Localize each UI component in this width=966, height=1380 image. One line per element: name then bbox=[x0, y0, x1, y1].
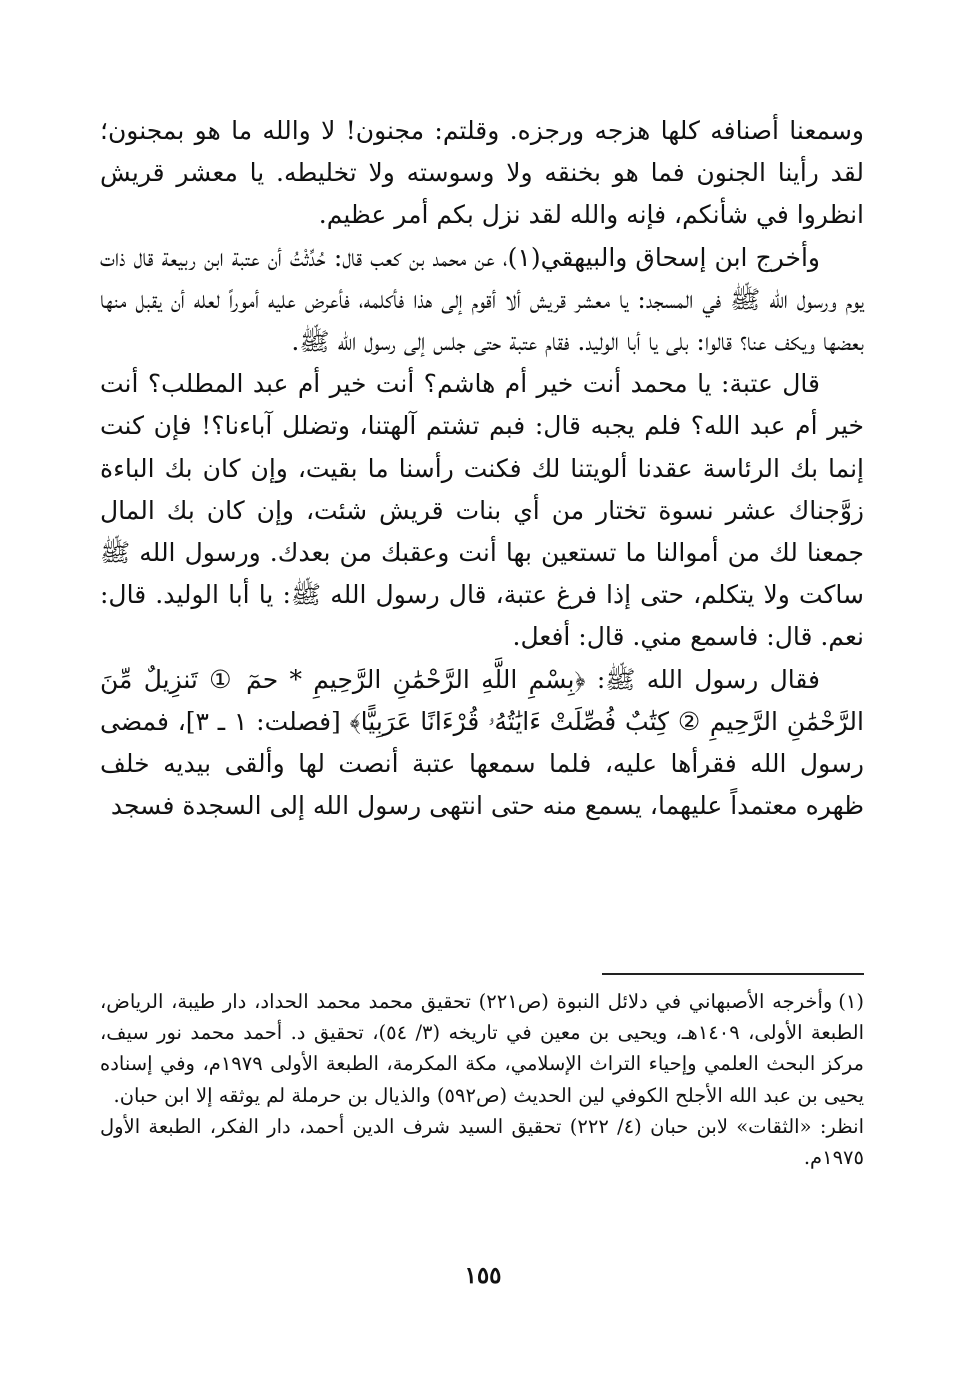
main-text bbox=[100, 110, 864, 827]
footnote-label: (١) bbox=[838, 990, 864, 1013]
footnote-see-also: انظر: «الثقات» لابن حبان (٤/ ٢٢٢) تحقيق السيد شرف الدين أحمد، دار الفكر، الطبعة الأول ١٩٧٥م. bbox=[100, 1114, 864, 1170]
footnotes bbox=[100, 986, 864, 1173]
paragraph-3: قال عتبة: يا محمد أنت خير أم هاشم؟ أنت خير أم عبد المطلب؟ أنت خير أم عبد الله؟ فلم يجبه قال: فبم تشتم آلهتنا، وتضلل آباءنا؟! فإن كنت إنما بك الرئاسة عقدنا ألويتنا لك فكنت رأسنا ما بقيت، وإن كان بك الباءة زوَّجناك عشر نسوة تختار من أي بنات قريش شئت، وإن كان بك المال جمعنا لك من أموالنا ما تستعين بها أنت وعقبك من بعدك. ورسول الله ﷺ ساكت ولا يتكلم، حتى إذا فرغ عتبة، قال رسول الله ﷺ: يا أبا الوليد. قال: نعم. قال: فاسمع مني. قال: أفعل. bbox=[100, 369, 864, 652]
paragraph-1: وسمعنا أصنافه كلها هزجه ورجزه. وقلتم: مجنون! لا والله ما هو بمجنون؛ لقد رأينا الجنون فما هو بخنقه ولا وسوسته ولا تخليطه. يا معشر قريش انظروا في شأنكم، فإنه والله لقد نزل بكم أمر عظيم. bbox=[100, 116, 864, 230]
footnote-divider bbox=[602, 973, 864, 975]
footnote-1 bbox=[100, 986, 864, 1111]
page-number: ١٥٥ bbox=[464, 1262, 502, 1289]
paragraph-4: فقال رسول الله ﷺ: ﴿بِسْمِ اللَّهِ الرَّحْمَٰنِ الرَّحِيمِ * حمٓ ① تَنزِيلٌ مِّنَ الرَّحْمَٰنِ الرَّحِيمِ ② كِتَٰبٌ فُصِّلَتْ ءَايَٰتُهُۥ قُرْءَانًا عَرَبِيًّا﴾ [فصلت: ١ ـ ٣]، فمضى رسول الله فقرأها عليه، فلما سمعها عتبة أنصت لها وألقى بيديه خلف ظهره معتمداً عليهما، يسمع منه حتى انتهى رسول الله إلى السجدة فسجد bbox=[100, 664, 864, 821]
footnote-text: وأخرجه الأصبهاني في دلائل النبوة (ص٢٢١) تحقيق محمد محمد الحداد، دار طيبة، الرياض، الطبعة الأولى، ١٤٠٩هـ، ويحيى بن معين في تاريخه (٣/ ٥٤)، تحقيق د. أحمد محمد نور سيف، مركز البحث العلمي وإحياء التراث الإسلامي، مكة المكرمة، الطبعة الأولى ١٩٧٩م، وفي إسناده يحيى بن عبد الله الأجلح الكوفي لين الحديث (ص٥٩٢) والذيال بن حرملة لم يوثقه إلا ابن حبان. bbox=[100, 990, 864, 1107]
paragraph-2: وأخرج ابن إسحاق والبيهقي(١)، عن محمد بن كعب قال: حُدِّثْتُ أن عتبة ابن ربيعة قال ذات يوم ورسول الله ﷺ في المسجد: يا معشر قريش ألا أقوم إلى هذا فأكلمه، فأعرض عليه أموراً لعله أن يقبل منها بعضها ويكف عنا؟ قالوا: بلى يا أبا الوليد. فقام عتبة حتى جلس إلى رسول الله ﷺ. bbox=[100, 242, 864, 357]
